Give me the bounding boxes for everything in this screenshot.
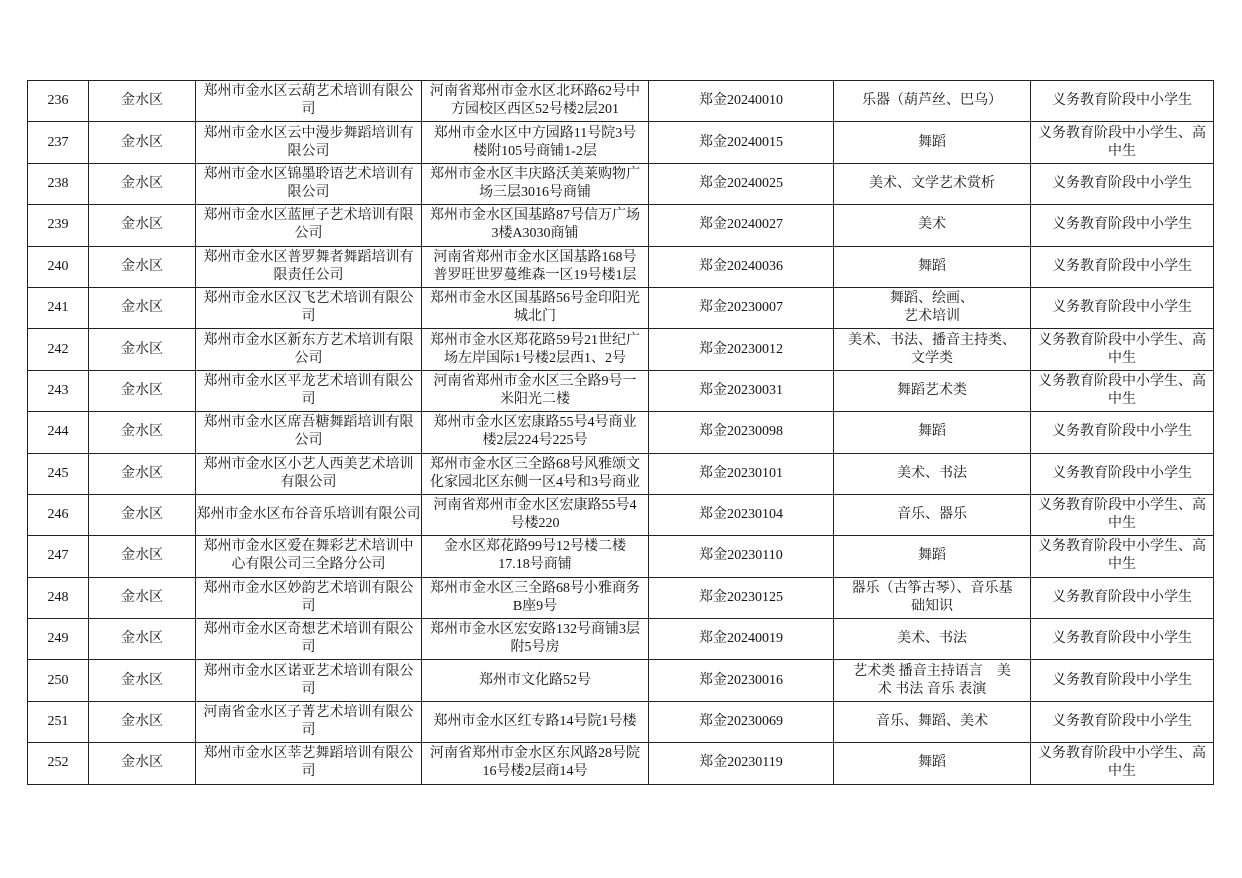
cell-category: 舞蹈 bbox=[834, 122, 1031, 163]
cell-address: 郑州市金水区三全路68号小雅商务 B座9号 bbox=[422, 577, 649, 618]
cell-address: 郑州市金水区宏康路55号4号商业 楼2层224号225号 bbox=[422, 412, 649, 453]
cell-name: 郑州市金水区普罗舞者舞蹈培训有 限责任公司 bbox=[196, 246, 422, 287]
cell-address: 河南省郑州市金水区三全路9号一 米阳光二楼 bbox=[422, 370, 649, 411]
institution-table bbox=[27, 80, 1214, 785]
cell-district: 金水区 bbox=[89, 619, 196, 660]
cell-license: 郑金20230110 bbox=[649, 536, 834, 577]
cell-district: 金水区 bbox=[89, 370, 196, 411]
table-row bbox=[28, 329, 1214, 370]
cell-name: 郑州市金水区平龙艺术培训有限公 司 bbox=[196, 370, 422, 411]
cell-category: 美术、书法 bbox=[834, 453, 1031, 494]
table-row bbox=[28, 743, 1214, 784]
cell-name: 郑州市金水区席吾糖舞蹈培训有限 公司 bbox=[196, 412, 422, 453]
cell-target: 义务教育阶段中小学生、高 中生 bbox=[1031, 743, 1214, 784]
cell-address: 河南省郑州市金水区宏康路55号4 号楼220 bbox=[422, 494, 649, 535]
cell-name: 郑州市金水区小艺人西美艺术培训 有限公司 bbox=[196, 453, 422, 494]
cell-district: 金水区 bbox=[89, 246, 196, 287]
cell-no: 243 bbox=[28, 370, 89, 411]
cell-license: 郑金20230069 bbox=[649, 701, 834, 742]
cell-category: 美术、书法 bbox=[834, 619, 1031, 660]
cell-target: 义务教育阶段中小学生、高 中生 bbox=[1031, 370, 1214, 411]
cell-no: 237 bbox=[28, 122, 89, 163]
cell-license: 郑金20240025 bbox=[649, 163, 834, 204]
cell-no: 239 bbox=[28, 205, 89, 246]
table-row bbox=[28, 660, 1214, 701]
cell-name: 郑州市金水区妙韵艺术培训有限公 司 bbox=[196, 577, 422, 618]
cell-district: 金水区 bbox=[89, 81, 196, 122]
cell-target: 义务教育阶段中小学生 bbox=[1031, 412, 1214, 453]
cell-address: 河南省郑州市金水区东风路28号院 16号楼2层商14号 bbox=[422, 743, 649, 784]
cell-no: 242 bbox=[28, 329, 89, 370]
cell-address: 郑州市金水区郑花路59号21世纪广 场左岸国际1号楼2层西1、2号 bbox=[422, 329, 649, 370]
cell-district: 金水区 bbox=[89, 701, 196, 742]
cell-name: 郑州市金水区布谷音乐培训有限公司 bbox=[196, 494, 422, 535]
cell-district: 金水区 bbox=[89, 287, 196, 328]
cell-license: 郑金20240027 bbox=[649, 205, 834, 246]
cell-address: 郑州市金水区三全路68号风雅颂文 化家园北区东侧一区4号和3号商业 bbox=[422, 453, 649, 494]
cell-no: 248 bbox=[28, 577, 89, 618]
cell-category: 艺术类 播音主持语言 美 术 书法 音乐 表演 bbox=[834, 660, 1031, 701]
cell-license: 郑金20240036 bbox=[649, 246, 834, 287]
table-row bbox=[28, 701, 1214, 742]
cell-name: 郑州市金水区锦墨聆语艺术培训有 限公司 bbox=[196, 163, 422, 204]
cell-license: 郑金20230016 bbox=[649, 660, 834, 701]
cell-category: 舞蹈艺术类 bbox=[834, 370, 1031, 411]
cell-name: 河南省金水区子菁艺术培训有限公 司 bbox=[196, 701, 422, 742]
cell-no: 236 bbox=[28, 81, 89, 122]
cell-address: 郑州市金水区丰庆路沃美莱购物广 场三层3016号商铺 bbox=[422, 163, 649, 204]
table-row bbox=[28, 287, 1214, 328]
cell-address: 金水区郑花路99号12号楼二楼 17.18号商铺 bbox=[422, 536, 649, 577]
cell-license: 郑金20240010 bbox=[649, 81, 834, 122]
cell-license: 郑金20240015 bbox=[649, 122, 834, 163]
cell-name: 郑州市金水区莘艺舞蹈培训有限公 司 bbox=[196, 743, 422, 784]
cell-category: 乐器（葫芦丝、巴乌） bbox=[834, 81, 1031, 122]
cell-no: 240 bbox=[28, 246, 89, 287]
cell-name: 郑州市金水区奇想艺术培训有限公 司 bbox=[196, 619, 422, 660]
cell-no: 246 bbox=[28, 494, 89, 535]
cell-no: 249 bbox=[28, 619, 89, 660]
cell-license: 郑金20230031 bbox=[649, 370, 834, 411]
cell-category: 美术、文学艺术赏析 bbox=[834, 163, 1031, 204]
cell-license: 郑金20230012 bbox=[649, 329, 834, 370]
cell-category: 器乐（古筝古琴）、音乐基 础知识 bbox=[834, 577, 1031, 618]
cell-name: 郑州市金水区汉飞艺术培训有限公 司 bbox=[196, 287, 422, 328]
cell-license: 郑金20240019 bbox=[649, 619, 834, 660]
cell-target: 义务教育阶段中小学生 bbox=[1031, 619, 1214, 660]
cell-target: 义务教育阶段中小学生 bbox=[1031, 205, 1214, 246]
cell-category: 美术 bbox=[834, 205, 1031, 246]
table-row bbox=[28, 453, 1214, 494]
cell-license: 郑金20230007 bbox=[649, 287, 834, 328]
cell-no: 241 bbox=[28, 287, 89, 328]
cell-district: 金水区 bbox=[89, 494, 196, 535]
cell-category: 舞蹈、绘画、 艺术培训 bbox=[834, 287, 1031, 328]
table-row bbox=[28, 494, 1214, 535]
cell-name: 郑州市金水区云中漫步舞蹈培训有 限公司 bbox=[196, 122, 422, 163]
cell-license: 郑金20230119 bbox=[649, 743, 834, 784]
cell-address: 郑州市金水区国基路56号金印阳光 城北门 bbox=[422, 287, 649, 328]
cell-address: 郑州市文化路52号 bbox=[422, 660, 649, 701]
cell-name: 郑州市金水区新东方艺术培训有限 公司 bbox=[196, 329, 422, 370]
cell-category: 音乐、舞蹈、美术 bbox=[834, 701, 1031, 742]
cell-district: 金水区 bbox=[89, 329, 196, 370]
table-row bbox=[28, 536, 1214, 577]
table-row bbox=[28, 577, 1214, 618]
cell-target: 义务教育阶段中小学生 bbox=[1031, 246, 1214, 287]
cell-target: 义务教育阶段中小学生 bbox=[1031, 701, 1214, 742]
cell-name: 郑州市金水区爱在舞彩艺术培训中 心有限公司三全路分公司 bbox=[196, 536, 422, 577]
cell-district: 金水区 bbox=[89, 205, 196, 246]
cell-license: 郑金20230104 bbox=[649, 494, 834, 535]
cell-category: 舞蹈 bbox=[834, 743, 1031, 784]
cell-district: 金水区 bbox=[89, 412, 196, 453]
cell-address: 郑州市金水区中方园路11号院3号 楼附105号商铺1-2层 bbox=[422, 122, 649, 163]
cell-no: 244 bbox=[28, 412, 89, 453]
cell-district: 金水区 bbox=[89, 743, 196, 784]
cell-no: 250 bbox=[28, 660, 89, 701]
table-row bbox=[28, 122, 1214, 163]
cell-target: 义务教育阶段中小学生、高 中生 bbox=[1031, 329, 1214, 370]
cell-target: 义务教育阶段中小学生 bbox=[1031, 453, 1214, 494]
cell-district: 金水区 bbox=[89, 577, 196, 618]
cell-license: 郑金20230125 bbox=[649, 577, 834, 618]
cell-target: 义务教育阶段中小学生 bbox=[1031, 660, 1214, 701]
cell-address: 河南省郑州市金水区国基路168号 普罗旺世罗蔓维森一区19号楼1层 bbox=[422, 246, 649, 287]
cell-district: 金水区 bbox=[89, 122, 196, 163]
cell-name: 郑州市金水区蓝匣子艺术培训有限 公司 bbox=[196, 205, 422, 246]
cell-no: 247 bbox=[28, 536, 89, 577]
cell-no: 251 bbox=[28, 701, 89, 742]
cell-name: 郑州市金水区诺亚艺术培训有限公 司 bbox=[196, 660, 422, 701]
cell-target: 义务教育阶段中小学生、高 中生 bbox=[1031, 536, 1214, 577]
cell-license: 郑金20230101 bbox=[649, 453, 834, 494]
cell-district: 金水区 bbox=[89, 163, 196, 204]
cell-name: 郑州市金水区云葫艺术培训有限公 司 bbox=[196, 81, 422, 122]
cell-category: 舞蹈 bbox=[834, 412, 1031, 453]
cell-target: 义务教育阶段中小学生、高 中生 bbox=[1031, 494, 1214, 535]
cell-address: 郑州市金水区国基路87号信万广场 3楼A3030商铺 bbox=[422, 205, 649, 246]
table-row bbox=[28, 619, 1214, 660]
table-row bbox=[28, 205, 1214, 246]
cell-category: 音乐、器乐 bbox=[834, 494, 1031, 535]
cell-target: 义务教育阶段中小学生、高 中生 bbox=[1031, 122, 1214, 163]
cell-target: 义务教育阶段中小学生 bbox=[1031, 163, 1214, 204]
cell-district: 金水区 bbox=[89, 453, 196, 494]
cell-category: 舞蹈 bbox=[834, 536, 1031, 577]
cell-address: 郑州市金水区宏安路132号商铺3层 附5号房 bbox=[422, 619, 649, 660]
cell-license: 郑金20230098 bbox=[649, 412, 834, 453]
table-row bbox=[28, 81, 1214, 122]
cell-category: 美术、书法、播音主持类、 文学类 bbox=[834, 329, 1031, 370]
cell-target: 义务教育阶段中小学生 bbox=[1031, 81, 1214, 122]
cell-no: 252 bbox=[28, 743, 89, 784]
cell-target: 义务教育阶段中小学生 bbox=[1031, 287, 1214, 328]
cell-no: 238 bbox=[28, 163, 89, 204]
table-row bbox=[28, 370, 1214, 411]
cell-address: 郑州市金水区红专路14号院1号楼 bbox=[422, 701, 649, 742]
table-row bbox=[28, 246, 1214, 287]
table-row bbox=[28, 163, 1214, 204]
cell-target: 义务教育阶段中小学生 bbox=[1031, 577, 1214, 618]
table-body bbox=[28, 81, 1214, 785]
cell-no: 245 bbox=[28, 453, 89, 494]
cell-category: 舞蹈 bbox=[834, 246, 1031, 287]
cell-district: 金水区 bbox=[89, 660, 196, 701]
cell-district: 金水区 bbox=[89, 536, 196, 577]
table-row bbox=[28, 412, 1214, 453]
cell-address: 河南省郑州市金水区北环路62号中 方园校区西区52号楼2层201 bbox=[422, 81, 649, 122]
